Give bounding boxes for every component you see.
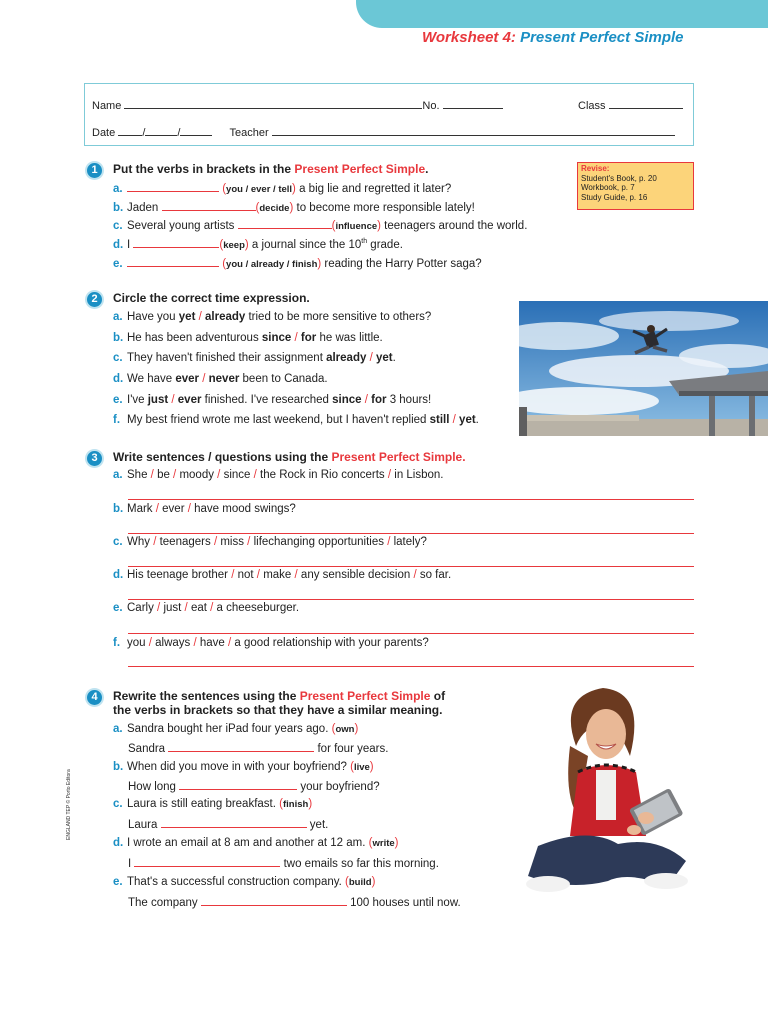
exercise-4-heading — [113, 689, 445, 717]
class-field[interactable] — [609, 97, 683, 109]
item-text: grade. — [367, 239, 403, 251]
item-letter: a. — [113, 469, 123, 481]
item-letter: b. — [113, 503, 124, 515]
item-text: 3 hours! — [386, 394, 432, 406]
girl-with-tablet-photo — [518, 686, 690, 904]
verb-hint: build — [348, 877, 372, 888]
prompt-word: Carly — [127, 602, 154, 614]
parkour-photo-illustration — [519, 301, 768, 436]
item-text: Several young artists — [127, 220, 238, 232]
date-month-field[interactable] — [145, 124, 177, 136]
student-info-box — [84, 83, 694, 146]
prompt-word: have mood swings? — [194, 503, 296, 515]
prompt-word: miss — [220, 536, 244, 548]
class-label: Class — [578, 100, 606, 112]
verb-hint: finish — [282, 799, 309, 810]
revise-line: Student's Book, p. 20 — [581, 173, 657, 183]
item-letter: c. — [113, 536, 123, 548]
prompt-word: just — [163, 602, 182, 614]
answer-line[interactable] — [128, 499, 694, 500]
ex1-item-d: d. I (keep) a journal since the 10th grade. — [113, 238, 403, 251]
ex2-item-a: a. Have you yet / already tried to be more sensitive to others? — [113, 311, 432, 323]
item-text: he was little. — [316, 332, 383, 344]
prompt-word: moody — [179, 469, 214, 481]
prompt-word: a good relationship with your parents? — [234, 637, 429, 649]
item-text: How long — [128, 781, 180, 793]
item-text: He has been adventurous — [127, 332, 262, 344]
item-text: Jaden — [127, 202, 162, 214]
item-text: Have you — [127, 311, 179, 323]
ex4-item-d: d. I wrote an email at 8 am and another at 12 am. (write) — [113, 837, 399, 849]
ex4-item-b-rewrite — [128, 779, 380, 793]
item-letter: b. — [113, 332, 124, 344]
item-letter: d. — [113, 239, 124, 251]
name-label: Name — [92, 100, 122, 112]
answer-blank[interactable] — [179, 779, 297, 790]
item-text: . — [475, 414, 479, 426]
ex4-item-a-rewrite — [128, 741, 388, 755]
exercise-1-heading — [113, 162, 428, 176]
item-text: Laura is still eating breakfast. — [127, 798, 280, 810]
ex1-item-b: b. Jaden (decide) to become more responsible lately! — [113, 202, 475, 214]
ex1-item-e: e. (you / already / finish) reading the Harry Potter saga? — [113, 258, 482, 270]
answer-blank[interactable] — [161, 817, 307, 828]
item-text: The company — [128, 897, 201, 909]
answer-line[interactable] — [128, 666, 694, 667]
item-text: That's a successful construction company. — [127, 876, 346, 888]
item-letter: e. — [113, 876, 123, 888]
prompt-word: not — [237, 569, 254, 581]
prompt-word: in Lisbon. — [394, 469, 444, 481]
prompt-word: She — [127, 469, 148, 481]
item-letter: a. — [113, 311, 123, 323]
item-text: tried to be more sensitive to others? — [245, 311, 432, 323]
revise-line: Study Guide, p. 16 — [581, 192, 648, 202]
item-letter: d. — [113, 569, 124, 581]
answer-line[interactable] — [128, 533, 694, 534]
ex4-item-e: e. That's a successful construction company. (build) — [113, 876, 376, 888]
item-text: . — [392, 352, 396, 364]
option-word[interactable]: never — [208, 373, 240, 385]
answer-blank[interactable] — [201, 895, 347, 906]
ex2-item-d: d. We have ever / never been to Canada. — [113, 373, 328, 385]
item-letter: a. — [113, 183, 123, 195]
date-label: Date — [92, 127, 116, 139]
side-credit: ENGLAND TEP © Porto Editora — [66, 769, 72, 840]
heading-text: Rewrite the sentences using the — [113, 689, 300, 703]
item-letter: b. — [113, 202, 124, 214]
prompt-word: make — [263, 569, 292, 581]
teacher-field[interactable] — [272, 124, 675, 136]
prompt-word: have — [199, 637, 225, 649]
exercise-3-heading — [113, 450, 466, 464]
prompt-word: any sensible decision — [300, 569, 411, 581]
item-text: a journal since the 10 — [248, 239, 362, 251]
item-text: your boyfriend? — [297, 781, 380, 793]
option-word[interactable]: ever — [175, 373, 200, 385]
prompt-word: you — [127, 637, 146, 649]
ex2-item-f: f. My best friend wrote me last weekend, but I haven't replied still / yet. — [113, 414, 479, 426]
answer-line[interactable] — [128, 599, 694, 600]
ex1-item-a: a. (you / ever / tell) a big lie and regretted it later? — [113, 183, 452, 195]
prompt-word: a cheeseburger. — [216, 602, 300, 614]
option-word[interactable]: yet — [459, 414, 476, 426]
prompt-word: so far. — [419, 569, 452, 581]
heading-punct: . — [425, 162, 429, 176]
answer-blank[interactable] — [134, 856, 280, 867]
option-word[interactable]: since — [261, 332, 292, 344]
verb-hint: influence — [335, 221, 378, 232]
option-word[interactable]: ever — [177, 394, 202, 406]
prompt-word: eat — [190, 602, 207, 614]
heading-highlight: Present Perfect Simple — [331, 450, 463, 464]
ex2-item-e: e. I've just / ever finished. I've researched since / for 3 hours! — [113, 394, 432, 406]
parkour-jump-photo — [519, 301, 768, 436]
heading-text: Write sentences / questions using the — [113, 450, 332, 464]
heading-text: of — [430, 689, 446, 703]
revise-box — [577, 162, 694, 210]
item-letter: e. — [113, 394, 123, 406]
option-word[interactable]: yet — [178, 311, 196, 323]
date-separator: / — [177, 127, 181, 139]
ex3-item-e: e. Carly / just / eat / a cheeseburger. — [113, 602, 300, 614]
item-text: a big lie and regretted it later? — [295, 183, 452, 195]
ex3-item-c: c. Why / teenagers / miss / lifechanging opportunities / lately? — [113, 536, 427, 548]
answer-blank[interactable] — [238, 218, 332, 229]
item-text: They haven't finished their assignment — [127, 352, 327, 364]
option-word[interactable]: yet — [375, 352, 393, 364]
worksheet-title-main: Present Perfect Simple — [520, 29, 684, 46]
number-label: No. — [422, 100, 440, 112]
item-letter: c. — [113, 352, 123, 364]
item-text: I — [128, 858, 135, 870]
date-separator: / — [142, 127, 146, 139]
ex4-item-c-rewrite — [128, 817, 328, 831]
exercise-4-number: 4 — [87, 690, 102, 705]
prompt-word: Mark — [127, 503, 153, 515]
ex3-item-b: b. Mark / ever / have mood swings? — [113, 503, 296, 515]
revise-title: Revise: — [581, 164, 610, 173]
item-text: yet. — [306, 819, 329, 831]
name-field[interactable] — [124, 97, 422, 109]
item-text: Sandra bought her iPad four years ago. — [127, 723, 332, 735]
revise-line: Workbook, p. 7 — [581, 183, 635, 192]
heading-text: the verbs in brackets so that they have a similar meaning. — [113, 703, 443, 717]
prompt-word: the Rock in Rio concerts — [260, 469, 385, 481]
item-letter: e. — [113, 602, 123, 614]
option-word[interactable]: for — [300, 332, 317, 344]
date-day-field[interactable] — [118, 124, 142, 136]
item-text: finished. I've researched — [201, 394, 333, 406]
option-word[interactable]: just — [147, 394, 169, 406]
item-letter: a. — [113, 723, 123, 735]
prompt-word: lifechanging opportunities — [253, 536, 385, 548]
class-row — [578, 97, 683, 112]
ex3-item-a: a. She / be / moody / since / the Rock in Rio concerts / in Lisbon. — [113, 469, 444, 481]
heading-highlight: Present Perfect Simple — [294, 162, 426, 176]
prompt-word: ever — [162, 503, 185, 515]
item-letter: f. — [113, 637, 121, 649]
item-text: 100 houses until now. — [346, 897, 461, 909]
ex4-item-d-rewrite — [128, 856, 439, 870]
answer-blank[interactable] — [127, 256, 219, 267]
teacher-label: Teacher — [229, 127, 269, 139]
exercise-3-number: 3 — [87, 451, 102, 466]
ex2-item-b: b. He has been adventurous since / for he was little. — [113, 332, 383, 344]
item-text: for four years. — [314, 743, 389, 755]
girl-photo-illustration — [518, 686, 690, 904]
item-letter: c. — [113, 220, 123, 232]
prompt-word: teenagers — [159, 536, 211, 548]
date-row — [92, 124, 675, 139]
option-word[interactable]: since — [332, 394, 362, 406]
worksheet-title — [422, 29, 684, 46]
answer-blank[interactable] — [168, 741, 314, 752]
item-text: teenagers around the world. — [380, 220, 528, 232]
answer-line[interactable] — [128, 566, 694, 567]
item-letter: b. — [113, 761, 124, 773]
heading-highlight: Present Perfect Simple — [299, 689, 431, 703]
answer-line[interactable] — [128, 633, 694, 634]
worksheet-title-prefix: Worksheet 4: — [422, 29, 516, 46]
ex4-item-c: c. Laura is still eating breakfast. (finish) — [113, 798, 313, 810]
option-word[interactable]: already — [326, 352, 367, 364]
item-letter: d. — [113, 373, 124, 385]
item-text: reading the Harry Potter saga? — [321, 258, 482, 270]
item-letter: c. — [113, 798, 123, 810]
prompt-word: His teenage brother — [127, 569, 229, 581]
item-text: to become more responsible lately! — [293, 202, 475, 214]
date-year-field[interactable] — [180, 124, 212, 136]
heading-punct: . — [462, 450, 466, 464]
exercise-2-heading: Circle the correct time expression. — [113, 291, 310, 305]
ex4-item-a: a. Sandra bought her iPad four years ago. (own) — [113, 723, 359, 735]
option-word[interactable]: already — [205, 311, 246, 323]
prompt-word: be — [157, 469, 170, 481]
item-text: Sandra — [128, 743, 169, 755]
verb-hint: write — [372, 838, 395, 849]
item-text: I — [127, 239, 134, 251]
prompt-word: since — [223, 469, 251, 481]
verb-hint: decide — [259, 203, 290, 214]
verb-hint: keep — [223, 240, 245, 251]
item-text: Laura — [128, 819, 161, 831]
answer-blank[interactable] — [162, 200, 256, 211]
ex2-item-c: c. They haven't finished their assignment already / yet. — [113, 352, 396, 364]
option-word[interactable]: still — [429, 414, 450, 426]
answer-blank[interactable] — [133, 237, 219, 248]
item-text: My best friend wrote me last weekend, but I haven't replied — [127, 414, 430, 426]
item-text: I've — [127, 394, 148, 406]
option-word[interactable]: for — [371, 394, 387, 406]
item-text: When did you move in with your boyfriend? — [127, 761, 351, 773]
verb-hint: you / ever / tell — [226, 184, 293, 195]
answer-blank[interactable] — [127, 181, 219, 192]
exercise-2-number: 2 — [87, 292, 102, 307]
exercise-1-number: 1 — [87, 163, 102, 178]
item-text: We have — [127, 373, 176, 385]
verb-hint: you / already / finish — [226, 259, 318, 270]
number-field[interactable] — [443, 97, 503, 109]
prompt-word: Why — [127, 536, 150, 548]
ex1-item-c: c. Several young artists (influence) teenagers around the world. — [113, 220, 528, 232]
item-text: been to Canada. — [239, 373, 328, 385]
header-tab-decoration — [356, 0, 768, 28]
prompt-word: always — [155, 637, 191, 649]
prompt-word: lately? — [393, 536, 427, 548]
item-letter: e. — [113, 258, 123, 270]
name-row — [92, 97, 503, 112]
item-letter: d. — [113, 837, 124, 849]
verb-hint: own — [335, 724, 355, 735]
ex3-item-d: d. His teenage brother / not / make / any sensible decision / so far. — [113, 569, 452, 581]
item-text: I wrote an email at 8 am and another at 12 am. — [127, 837, 369, 849]
heading-text: Put the verbs in brackets in the — [113, 162, 295, 176]
verb-hint: live — [353, 762, 370, 773]
ordinal-suffix: th — [361, 238, 368, 246]
item-text: two emails so far this morning. — [280, 858, 439, 870]
ex4-item-e-rewrite — [128, 895, 461, 909]
item-letter: f. — [113, 414, 121, 426]
ex4-item-b: b. When did you move in with your boyfriend? (live) — [113, 761, 374, 773]
ex3-item-f: f. you / always / have / a good relationship with your parents? — [113, 637, 429, 649]
